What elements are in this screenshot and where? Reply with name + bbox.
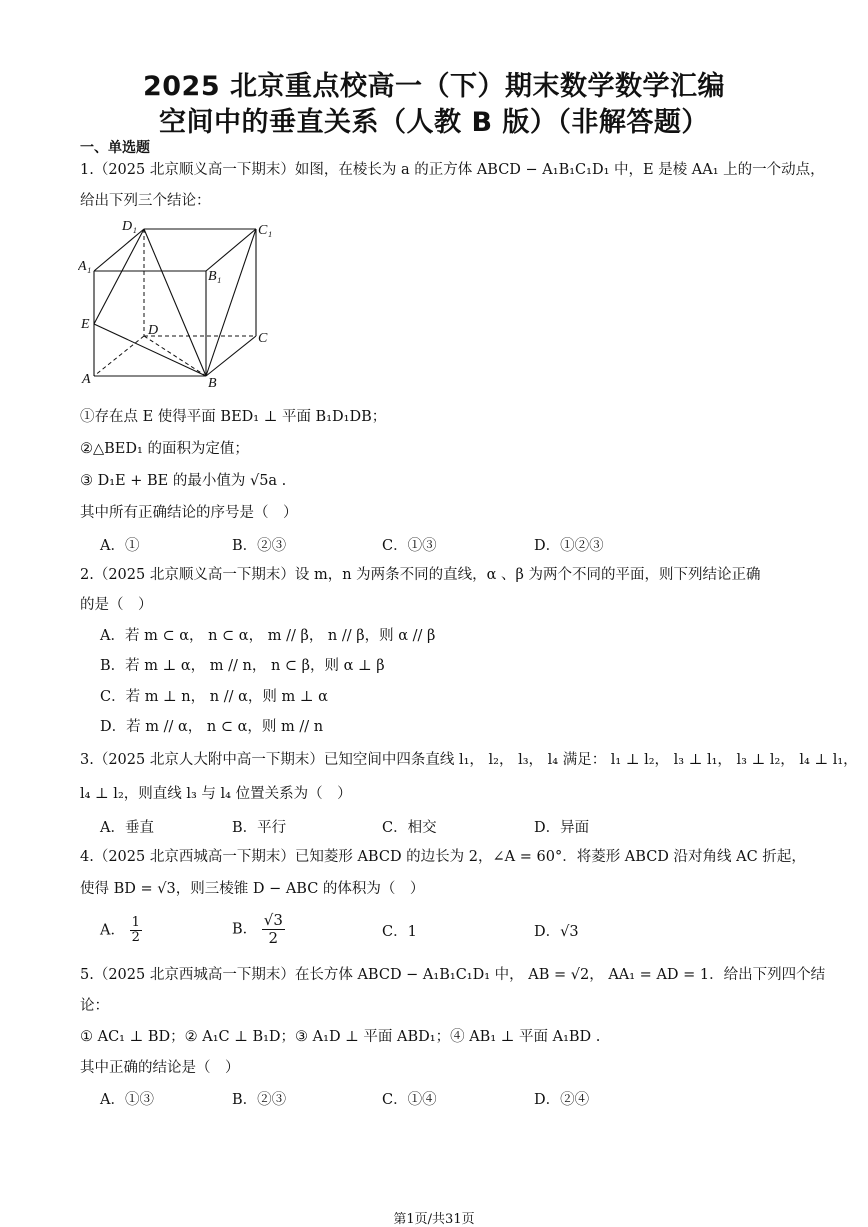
q1-option-b: B．②③	[232, 538, 287, 554]
q5-option-b: B．②③	[232, 1092, 287, 1108]
section-heading: 一、单选题	[80, 140, 150, 156]
q2-option-b: B．若 m ⊥ α， m // n， n ⊂ β，则 α ⊥ β	[100, 658, 385, 674]
q3-stem-line2: l₄ ⊥ l₂，则直线 l₃ 与 l₄ 位置关系为（ ）	[80, 786, 352, 802]
q5-option-a: A．①③	[100, 1092, 154, 1108]
q3-option-d: D．异面	[534, 820, 590, 836]
q1-option-c: C．①③	[382, 538, 437, 554]
q4-option-a-numerator: 1	[131, 915, 140, 930]
q3-option-b: B．平行	[232, 820, 287, 836]
q5-stem-line2: 论：	[80, 998, 109, 1014]
q1-stem-line2: 给出下列三个结论：	[80, 193, 211, 209]
q2-option-c: C．若 m ⊥ n， n // α，则 m ⊥ α	[100, 689, 328, 705]
q2-option-d: D．若 m // α， n ⊂ α，则 m // n	[100, 719, 324, 735]
q4-option-d: D．√3	[534, 924, 579, 940]
label-a: A	[82, 372, 91, 387]
q3-option-a: A．垂直	[100, 820, 154, 836]
q4-option-a	[100, 916, 142, 945]
label-b: B	[208, 376, 217, 391]
q1-statement-3: ③ D₁E + BE 的最小值为 √5a .	[80, 473, 287, 489]
label-c1: C₁	[258, 223, 273, 238]
label-d1: D₁	[122, 219, 137, 234]
q1-option-a: A．①	[100, 538, 140, 554]
q2-option-a: A．若 m ⊂ α， n ⊂ α， m // β， n // β，则 α // β	[100, 628, 436, 644]
q4-option-b-fraction	[262, 912, 285, 947]
q2-stem-line2: 的是（ ）	[80, 597, 153, 613]
q3-option-c: C．相交	[382, 820, 437, 836]
q4-option-b	[232, 912, 285, 947]
page-footer: 第1页/共31页	[393, 1212, 475, 1227]
q4-option-a-denominator: 2	[131, 930, 140, 945]
q4-option-b-numerator: √3	[263, 911, 283, 929]
q4-stem-line2: 使得 BD = √3，则三棱锥 D − ABC 的体积为（ ）	[80, 881, 425, 897]
q4-option-a-fraction	[130, 916, 142, 945]
q4-option-a-label: A．	[100, 922, 125, 939]
q1-statement-1: ①存在点 E 使得平面 BED₁ ⊥ 平面 B₁D₁DB；	[80, 409, 387, 425]
q4-stem-line1: 4.（2025 北京西城高一下期末）已知菱形 ABCD 的边长为 2，∠A = 60°．将菱形 ABCD 沿对角线 AC 折起，	[80, 849, 806, 865]
document-title-line1: 2025 北京重点校高一（下）期末数学数学汇编	[142, 71, 726, 102]
q4-option-b-label: B．	[232, 921, 258, 938]
q5-stem-line1: 5.（2025 北京西城高一下期末）在长方体 ABCD − A₁B₁C₁D₁ 中， AB = √2， AA₁ = AD = 1．给出下列四个结	[80, 967, 826, 983]
q5-prompt: 其中正确的结论是（ ）	[80, 1060, 240, 1076]
q1-option-d: D．①②③	[534, 538, 604, 554]
q5-statements: ① AC₁ ⊥ BD；② A₁C ⊥ B₁D；③ A₁D ⊥ 平面 ABD₁；④ AB₁ ⊥ 平面 A₁BD .	[80, 1029, 601, 1045]
document-title-line2: 空间中的垂直关系（人教 B 版）（非解答题）	[159, 107, 709, 138]
q1-statement-2: ②△BED₁ 的面积为定值；	[80, 441, 249, 457]
q2-stem-line1: 2.（2025 北京顺义高一下期末）设 m，n 为两条不同的直线，α 、β 为两个不同的平面，则下列结论正确	[80, 567, 761, 583]
cube-figure	[78, 216, 278, 396]
label-b1: B₁	[208, 269, 222, 284]
label-e: E	[81, 317, 90, 332]
label-c: C	[258, 331, 268, 346]
label-a1: A₁	[78, 259, 92, 274]
q5-option-d: D．②④	[534, 1092, 590, 1108]
q3-stem-line1: 3.（2025 北京人大附中高一下期末）已知空间中四条直线 l₁， l₂， l₃， l₄ 满足： l₁ ⊥ l₂， l₃ ⊥ l₁， l₃ ⊥ l₂， l₄ ⊥ l₁，	[80, 752, 858, 768]
q1-prompt: 其中所有正确结论的序号是（ ）	[80, 505, 298, 521]
q5-option-c: C．①④	[382, 1092, 437, 1108]
q4-option-c: C．1	[382, 924, 417, 940]
q4-option-b-denominator: 2	[268, 929, 279, 947]
q1-stem-line1: 1.（2025 北京顺义高一下期末）如图，在棱长为 a 的正方体 ABCD − A₁B₁C₁D₁ 中，E 是棱 AA₁ 上的一个动点，	[80, 162, 825, 178]
label-d: D	[148, 323, 159, 338]
